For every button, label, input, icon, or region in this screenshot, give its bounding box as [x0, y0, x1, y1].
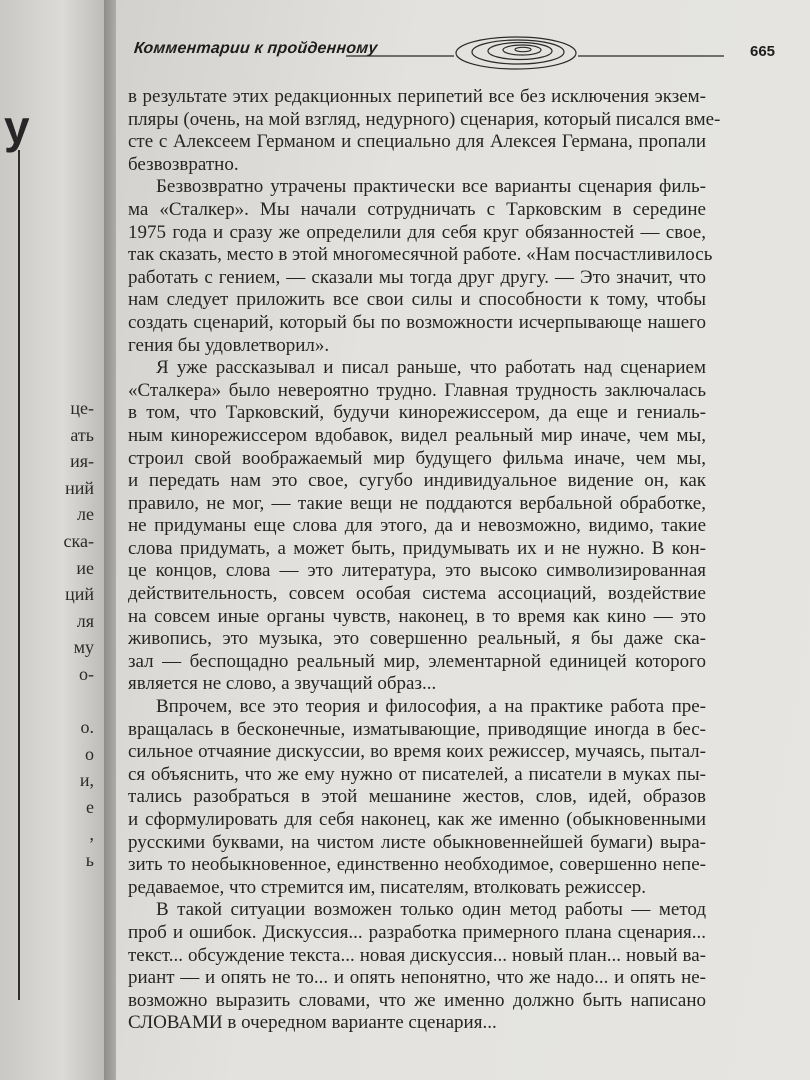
- text-line: Безвозвратно утрачены практически все варианты сценария филь-: [156, 176, 706, 198]
- text-line: является не слово, а звучащий образ...: [128, 673, 437, 695]
- text-line: на совсем иные органы чувств, наконец, в то время как кино — это: [128, 605, 706, 627]
- text-line: сильное отчаяние дискуссии, во время коих режиссер, мучаясь, пытал-: [128, 741, 706, 763]
- text-line: и сформулировать для себя наконец, как же именно (обыкновенными: [128, 809, 706, 830]
- left-page-line: о: [85, 743, 94, 764]
- text-line: работать с гением, — сказали мы тогда друг другу. — Это значит, что: [128, 266, 706, 288]
- left-page-line: ,: [89, 823, 94, 844]
- text-line: «Сталкера» было невероятно трудно. Главная трудность заключалась: [128, 379, 706, 401]
- text-line: В такой ситуации возможен только один метод работы — метод: [156, 899, 706, 921]
- text-line: зить то необыкновенное, единственно необходимое, совершенно непе-: [128, 854, 706, 876]
- left-page-line: ать: [70, 424, 94, 445]
- text-line: действительность, совсем особая система ассоциаций, воздействие: [128, 583, 706, 605]
- text-line: строил свой воображаемый мир будущего фильма иначе, чем мы,: [128, 447, 706, 469]
- text-line: слова придумать, а может быть, придумывать их и не нужно. В кон-: [128, 537, 706, 559]
- page-number: 665: [750, 43, 776, 60]
- text-line: русскими буквами, на чистом листе обыкновеннейшей бумаги) выра-: [128, 831, 706, 853]
- left-page-line: ний: [65, 477, 94, 498]
- left-page-line: [0, 688, 100, 715]
- text-line: ма «Сталкер». Мы начали сотрудничать с Тарковским в середине: [128, 198, 706, 220]
- left-page-line: и,: [79, 770, 94, 791]
- text-line: сте с Алексеем Германом и специально для Алексея Германа, пропали: [128, 131, 706, 153]
- text-line: Я уже рассказывал и писал раньше, что работать над сценарием: [156, 357, 706, 379]
- text-line: текст... обсуждение текста... новая дискуссия... новый план... новый ва-: [128, 944, 706, 966]
- text-line: це концов, слова — это литература, это высоко символизированная: [128, 560, 706, 582]
- text-line: СЛОВАМИ в очередном варианте сценария...: [128, 1012, 497, 1034]
- text-line: вращалась в бесконечные, изматывающие, приводящие иногда в бес-: [128, 718, 706, 740]
- left-page-line: ь: [85, 850, 94, 871]
- left-page-line: ля: [76, 610, 94, 631]
- header-ornament: [346, 34, 726, 72]
- text-line: редаваемое, что стремится им, писателям, втолковать режиссер.: [128, 876, 647, 898]
- left-page-line: це-: [70, 398, 94, 418]
- right-page: [116, 0, 810, 1080]
- text-line: 1975 года и сразу же определили для себя круг обязанностей — свое,: [128, 221, 706, 243]
- text-line: нам следует приложить все свои силы и способности к тому, чтобы: [128, 289, 706, 311]
- running-title: Комментарии к пройденному: [133, 40, 379, 57]
- text-line: в результате этих редакционных перипетий все без исключения экзем-: [128, 86, 706, 107]
- text-line: безвозвратно.: [128, 153, 239, 175]
- text-line: создать сценарий, который бы по возможности исчерпывающе нашего: [128, 311, 706, 333]
- left-page-line: о-: [79, 663, 94, 684]
- text-line: пляры (очень, на мой взгляд, недурного) сценария, который писался вме-: [128, 108, 721, 130]
- left-page-line: е: [86, 796, 94, 817]
- text-line: в том, что Тарковский, будучи кинорежиссером, да еще и гениаль-: [128, 402, 706, 424]
- text-line: и передать нам это свое, сугубо индивидуальное видение он, как: [128, 470, 706, 492]
- text-line: зал — беспощадно реальный мир, элементарной единицей которого: [128, 650, 706, 672]
- text-line: так сказать, место в этой многомесячной работе. «Нам посчастливилось: [128, 244, 713, 266]
- left-page-line: ия-: [70, 451, 94, 472]
- page-header: [134, 34, 810, 74]
- text-line: ся объяснить, что же ему нужно от писателей, а писатели в муках пы-: [128, 763, 706, 785]
- text-line: проб и ошибок. Дискуссия... разработка примерного плана сценария...: [128, 921, 706, 943]
- left-page-line: ций: [65, 584, 94, 605]
- text-line: гения бы удовлетворил».: [128, 334, 330, 356]
- text-line: ным кинорежиссером вдобавок, видел реальный мир иначе, чем мы,: [128, 424, 706, 446]
- text-line: возможно выразить словами, что же именно должно быть написано: [128, 989, 706, 1011]
- left-page-line: ие: [76, 557, 94, 578]
- left-page-line: ска-: [63, 530, 94, 551]
- left-page-line: о.: [80, 717, 94, 738]
- text-line: не придуманы еще слова для этого, да и невозможно, видимо, такие: [128, 515, 706, 537]
- left-page-line: му: [73, 637, 94, 658]
- text-line: правило, не мог, — такие вещи не поддаются вербальной обработке,: [128, 492, 706, 514]
- left-page: [0, 0, 104, 1080]
- text-line: Впрочем, все это теория и философия, а на практике работа пре-: [156, 696, 706, 718]
- left-page-heading-fragment: у: [4, 101, 30, 153]
- text-line: тались разобраться в этой мешанине жестов, слов, идей, образов: [128, 786, 706, 808]
- text-line: живопись, это музыка, это совершенно реальный, я бы даже ска-: [128, 628, 706, 650]
- text-line: риант — и опять не то... и опять непонятно, что же надо... и опять не-: [128, 967, 706, 989]
- left-page-line: ле: [77, 504, 94, 525]
- page-body-text: [128, 86, 721, 1035]
- left-page-text-fragments: [0, 395, 100, 874]
